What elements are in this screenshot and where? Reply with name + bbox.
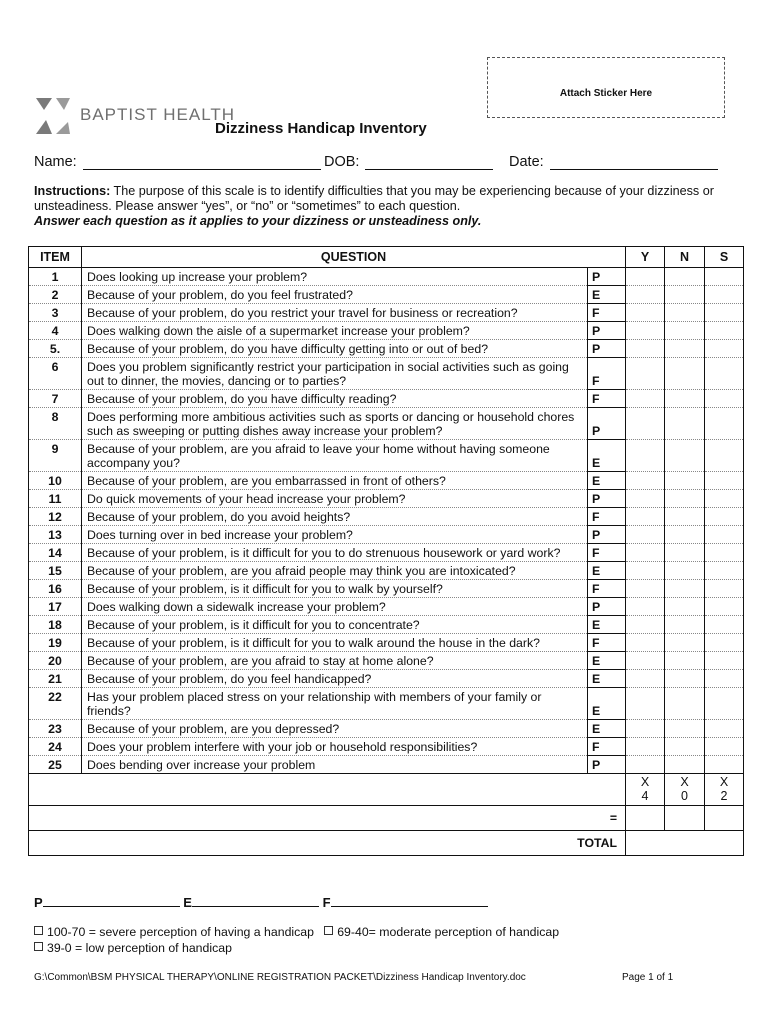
answer-yes[interactable] — [626, 390, 665, 408]
answer-yes[interactable] — [626, 286, 665, 304]
header-item: ITEM — [29, 247, 82, 268]
answer-no[interactable] — [665, 390, 705, 408]
total-value[interactable] — [626, 831, 744, 856]
question-text: Has your problem placed stress on your relationship with members of your family or friends? — [82, 688, 588, 720]
date-label: Date: — [509, 154, 544, 170]
form-title: Dizziness Handicap Inventory — [215, 120, 427, 137]
category-letter: P — [588, 490, 626, 508]
multiplier-row — [29, 774, 744, 806]
answer-no[interactable] — [665, 526, 705, 544]
answer-no[interactable] — [665, 304, 705, 322]
item-number: 24 — [29, 738, 82, 756]
table-row — [29, 472, 744, 490]
answer-yes[interactable] — [626, 720, 665, 738]
item-number: 12 — [29, 508, 82, 526]
dob-input-line[interactable] — [365, 155, 493, 170]
question-text: Does walking down a sidewalk increase your problem? — [82, 598, 588, 616]
answer-yes[interactable] — [626, 562, 665, 580]
dob-field — [324, 154, 493, 170]
question-text: Because of your problem, do you have difficulty getting into or out of bed? — [82, 340, 588, 358]
category-letter: F — [588, 358, 626, 390]
answer-yes[interactable] — [626, 670, 665, 688]
name-field — [34, 154, 321, 170]
answer-sometimes[interactable] — [705, 544, 744, 562]
question-text: Because of your problem, do you feel frustrated? — [82, 286, 588, 304]
answer-yes[interactable] — [626, 340, 665, 358]
answer-yes[interactable] — [626, 322, 665, 340]
answer-no[interactable] — [665, 508, 705, 526]
question-text: Does bending over increase your problem — [82, 756, 588, 774]
answer-no[interactable] — [665, 756, 705, 774]
answer-yes[interactable] — [626, 652, 665, 670]
answer-sometimes[interactable] — [705, 408, 744, 440]
date-input-line[interactable] — [550, 155, 718, 170]
table-row — [29, 616, 744, 634]
legend-severe: 100-70 = severe perception of having a handicap — [47, 925, 314, 939]
category-letter: P — [588, 526, 626, 544]
question-text: Do quick movements of your head increase your problem? — [82, 490, 588, 508]
item-number: 20 — [29, 652, 82, 670]
category-letter: F — [588, 580, 626, 598]
item-number: 13 — [29, 526, 82, 544]
table-row — [29, 508, 744, 526]
total-row — [29, 831, 744, 856]
category-letter: E — [588, 472, 626, 490]
question-text: Does you problem significantly restrict your participation in social activities such as going out to dinner, the movies, dancing or to parties? — [82, 358, 588, 390]
category-letter: P — [588, 598, 626, 616]
item-number: 9 — [29, 440, 82, 472]
answer-sometimes[interactable] — [705, 322, 744, 340]
answer-no[interactable] — [665, 358, 705, 390]
item-number: 22 — [29, 688, 82, 720]
question-text: Does looking up increase your problem? — [82, 268, 588, 286]
legend-moderate: 69-40= moderate perception of handicap — [337, 925, 560, 939]
answer-yes[interactable] — [626, 268, 665, 286]
answer-no[interactable] — [665, 652, 705, 670]
table-row — [29, 286, 744, 304]
answer-sometimes[interactable] — [705, 508, 744, 526]
category-letter: F — [588, 304, 626, 322]
answer-sometimes[interactable] — [705, 670, 744, 688]
category-letter: E — [588, 286, 626, 304]
table-row — [29, 738, 744, 756]
answer-no[interactable] — [665, 670, 705, 688]
answer-yes[interactable] — [626, 634, 665, 652]
answer-sometimes[interactable] — [705, 598, 744, 616]
answer-sometimes[interactable] — [705, 616, 744, 634]
answer-yes[interactable] — [626, 616, 665, 634]
item-number: 15 — [29, 562, 82, 580]
table-row — [29, 490, 744, 508]
category-letter: E — [588, 616, 626, 634]
item-number: 3 — [29, 304, 82, 322]
question-text: Because of your problem, do you have difficulty reading? — [82, 390, 588, 408]
table-row — [29, 304, 744, 322]
answer-no[interactable] — [665, 322, 705, 340]
name-label: Name: — [34, 154, 77, 170]
footer-path: G:\Common\BSM PHYSICAL THERAPY\ONLINE REGISTRATION PACKET\Dizziness Handicap Inventory.doc — [34, 972, 526, 983]
question-text: Because of your problem, is it difficult for you to walk around the house in the dark? — [82, 634, 588, 652]
answer-yes[interactable] — [626, 440, 665, 472]
table-row — [29, 390, 744, 408]
table-row — [29, 580, 744, 598]
answer-sometimes[interactable] — [705, 286, 744, 304]
item-number: 25 — [29, 756, 82, 774]
item-number: 18 — [29, 616, 82, 634]
checkbox-icon[interactable] — [34, 942, 43, 951]
subtotal-sometimes[interactable] — [705, 806, 744, 831]
legend-low: 39-0 = low perception of handicap — [47, 941, 232, 955]
question-text: Because of your problem, do you feel handicapped? — [82, 670, 588, 688]
header-no: N — [665, 247, 705, 268]
question-text: Because of your problem, are you depressed? — [82, 720, 588, 738]
table-row — [29, 322, 744, 340]
answer-sometimes[interactable] — [705, 738, 744, 756]
answer-no[interactable] — [665, 562, 705, 580]
question-text: Does turning over in bed increase your problem? — [82, 526, 588, 544]
answer-yes[interactable] — [626, 508, 665, 526]
answer-sometimes[interactable] — [705, 390, 744, 408]
multiplier-spacer — [29, 774, 626, 806]
item-number: 8 — [29, 408, 82, 440]
question-text: Because of your problem, is it difficult for you to do strenuous housework or yard work? — [82, 544, 588, 562]
subtotal-yes[interactable] — [626, 806, 665, 831]
item-number: 23 — [29, 720, 82, 738]
header-sometimes: S — [705, 247, 744, 268]
header-yes: Y — [626, 247, 665, 268]
answer-yes[interactable] — [626, 544, 665, 562]
score-p-line[interactable] — [43, 894, 180, 907]
category-letter: F — [588, 544, 626, 562]
item-number: 19 — [29, 634, 82, 652]
category-letter: E — [588, 440, 626, 472]
table-row — [29, 268, 744, 286]
checkbox-icon[interactable] — [34, 926, 43, 935]
sticker-label: Attach Sticker Here — [559, 88, 653, 99]
question-text: Because of your problem, are you afraid people may think you are intoxicated? — [82, 562, 588, 580]
question-text: Because of your problem, are you embarrassed in front of others? — [82, 472, 588, 490]
question-text: Because of your problem, are you afraid to leave your home without having someone accompany you? — [82, 440, 588, 472]
question-text: Does your problem interfere with your job or household responsibilities? — [82, 738, 588, 756]
category-letter: E — [588, 670, 626, 688]
answer-yes[interactable] — [626, 756, 665, 774]
multiplier-yes: X 4 — [626, 774, 665, 806]
answer-sometimes[interactable] — [705, 634, 744, 652]
answer-sometimes[interactable] — [705, 756, 744, 774]
score-e-line[interactable] — [192, 894, 319, 907]
multiplier-sometimes: X 2 — [705, 774, 744, 806]
instructions-text: The purpose of this scale is to identify difficulties that you may be experiencing because of your dizziness or unsteadiness. Please answer “yes”, or “no” or “sometimes” to each question. — [34, 184, 714, 213]
category-letter: P — [588, 268, 626, 286]
score-f-line[interactable] — [331, 894, 488, 907]
table-row — [29, 440, 744, 472]
subscale-scores — [34, 894, 488, 910]
answer-no[interactable] — [665, 472, 705, 490]
equals-sign: = — [29, 806, 626, 831]
table-row — [29, 688, 744, 720]
name-input-line[interactable] — [83, 155, 321, 170]
table-row — [29, 670, 744, 688]
instructions — [34, 184, 734, 229]
sticker-box — [487, 57, 725, 118]
answer-no[interactable] — [665, 598, 705, 616]
date-field — [509, 154, 718, 170]
category-letter: E — [588, 688, 626, 720]
category-letter: E — [588, 652, 626, 670]
instructions-emphasis: Answer each question as it applies to your dizziness or unsteadiness only. — [34, 214, 482, 228]
answer-no[interactable] — [665, 286, 705, 304]
table-row — [29, 544, 744, 562]
subtotal-no[interactable] — [665, 806, 705, 831]
category-letter: P — [588, 756, 626, 774]
page-number: Page 1 of 1 — [622, 972, 674, 983]
answer-no[interactable] — [665, 340, 705, 358]
item-number: 14 — [29, 544, 82, 562]
answer-no[interactable] — [665, 268, 705, 286]
header-question: QUESTION — [82, 247, 626, 268]
answer-yes[interactable] — [626, 580, 665, 598]
table-row — [29, 562, 744, 580]
category-letter: E — [588, 562, 626, 580]
answer-sometimes[interactable] — [705, 580, 744, 598]
answer-sometimes[interactable] — [705, 358, 744, 390]
checkbox-icon[interactable] — [324, 926, 333, 935]
item-number: 10 — [29, 472, 82, 490]
answer-sometimes[interactable] — [705, 490, 744, 508]
item-number: 4 — [29, 322, 82, 340]
table-row — [29, 756, 744, 774]
score-legend — [34, 924, 559, 956]
item-number: 11 — [29, 490, 82, 508]
answer-yes[interactable] — [626, 688, 665, 720]
question-text: Does walking down the aisle of a supermarket increase your problem? — [82, 322, 588, 340]
answer-no[interactable] — [665, 580, 705, 598]
score-p-label: P — [34, 895, 43, 910]
dhi-table — [28, 246, 744, 856]
table-row — [29, 526, 744, 544]
table-row — [29, 720, 744, 738]
answer-yes[interactable] — [626, 358, 665, 390]
answer-no[interactable] — [665, 738, 705, 756]
table-row — [29, 634, 744, 652]
answer-no[interactable] — [665, 440, 705, 472]
category-letter: P — [588, 340, 626, 358]
item-number: 1 — [29, 268, 82, 286]
item-number: 17 — [29, 598, 82, 616]
table-row — [29, 340, 744, 358]
answer-yes[interactable] — [626, 526, 665, 544]
answer-sometimes[interactable] — [705, 526, 744, 544]
answer-no[interactable] — [665, 616, 705, 634]
question-text: Because of your problem, is it difficult for you to walk by yourself? — [82, 580, 588, 598]
table-row — [29, 598, 744, 616]
question-text: Does performing more ambitious activities such as sports or dancing or household chores such as sweeping or putting dishes away increase your problem? — [82, 408, 588, 440]
answer-no[interactable] — [665, 490, 705, 508]
item-number: 6 — [29, 358, 82, 390]
item-number: 2 — [29, 286, 82, 304]
total-label: TOTAL — [29, 831, 626, 856]
answer-no[interactable] — [665, 720, 705, 738]
category-letter: F — [588, 390, 626, 408]
answer-no[interactable] — [665, 408, 705, 440]
equals-row — [29, 806, 744, 831]
answer-yes[interactable] — [626, 304, 665, 322]
table-row — [29, 652, 744, 670]
answer-yes[interactable] — [626, 472, 665, 490]
table-row — [29, 358, 744, 390]
answer-sometimes[interactable] — [705, 340, 744, 358]
item-number: 21 — [29, 670, 82, 688]
question-text: Because of your problem, is it difficult for you to concentrate? — [82, 616, 588, 634]
answer-yes[interactable] — [626, 490, 665, 508]
answer-yes[interactable] — [626, 738, 665, 756]
answer-sometimes[interactable] — [705, 472, 744, 490]
question-text: Because of your problem, are you afraid to stay at home alone? — [82, 652, 588, 670]
question-text: Because of your problem, do you restrict your travel for business or recreation? — [82, 304, 588, 322]
multiplier-no: X 0 — [665, 774, 705, 806]
instructions-label: Instructions: — [34, 184, 111, 198]
category-letter: E — [588, 720, 626, 738]
category-letter: F — [588, 634, 626, 652]
answer-sometimes[interactable] — [705, 688, 744, 720]
logo-text: BAPTIST HEALTH — [80, 105, 236, 124]
answer-sometimes[interactable] — [705, 268, 744, 286]
question-text: Because of your problem, do you avoid heights? — [82, 508, 588, 526]
answer-sometimes[interactable] — [705, 440, 744, 472]
answer-sometimes[interactable] — [705, 720, 744, 738]
category-letter: P — [588, 408, 626, 440]
category-letter: F — [588, 508, 626, 526]
category-letter: P — [588, 322, 626, 340]
answer-sometimes[interactable] — [705, 562, 744, 580]
answer-yes[interactable] — [626, 408, 665, 440]
item-number: 5. — [29, 340, 82, 358]
score-e-label: E — [183, 895, 192, 910]
table-row — [29, 408, 744, 440]
answer-no[interactable] — [665, 634, 705, 652]
category-letter: F — [588, 738, 626, 756]
answer-sometimes[interactable] — [705, 652, 744, 670]
score-f-label: F — [322, 895, 331, 910]
answer-yes[interactable] — [626, 598, 665, 616]
dob-label: DOB: — [324, 154, 360, 170]
item-number: 7 — [29, 390, 82, 408]
answer-no[interactable] — [665, 544, 705, 562]
answer-no[interactable] — [665, 688, 705, 720]
answer-sometimes[interactable] — [705, 304, 744, 322]
item-number: 16 — [29, 580, 82, 598]
